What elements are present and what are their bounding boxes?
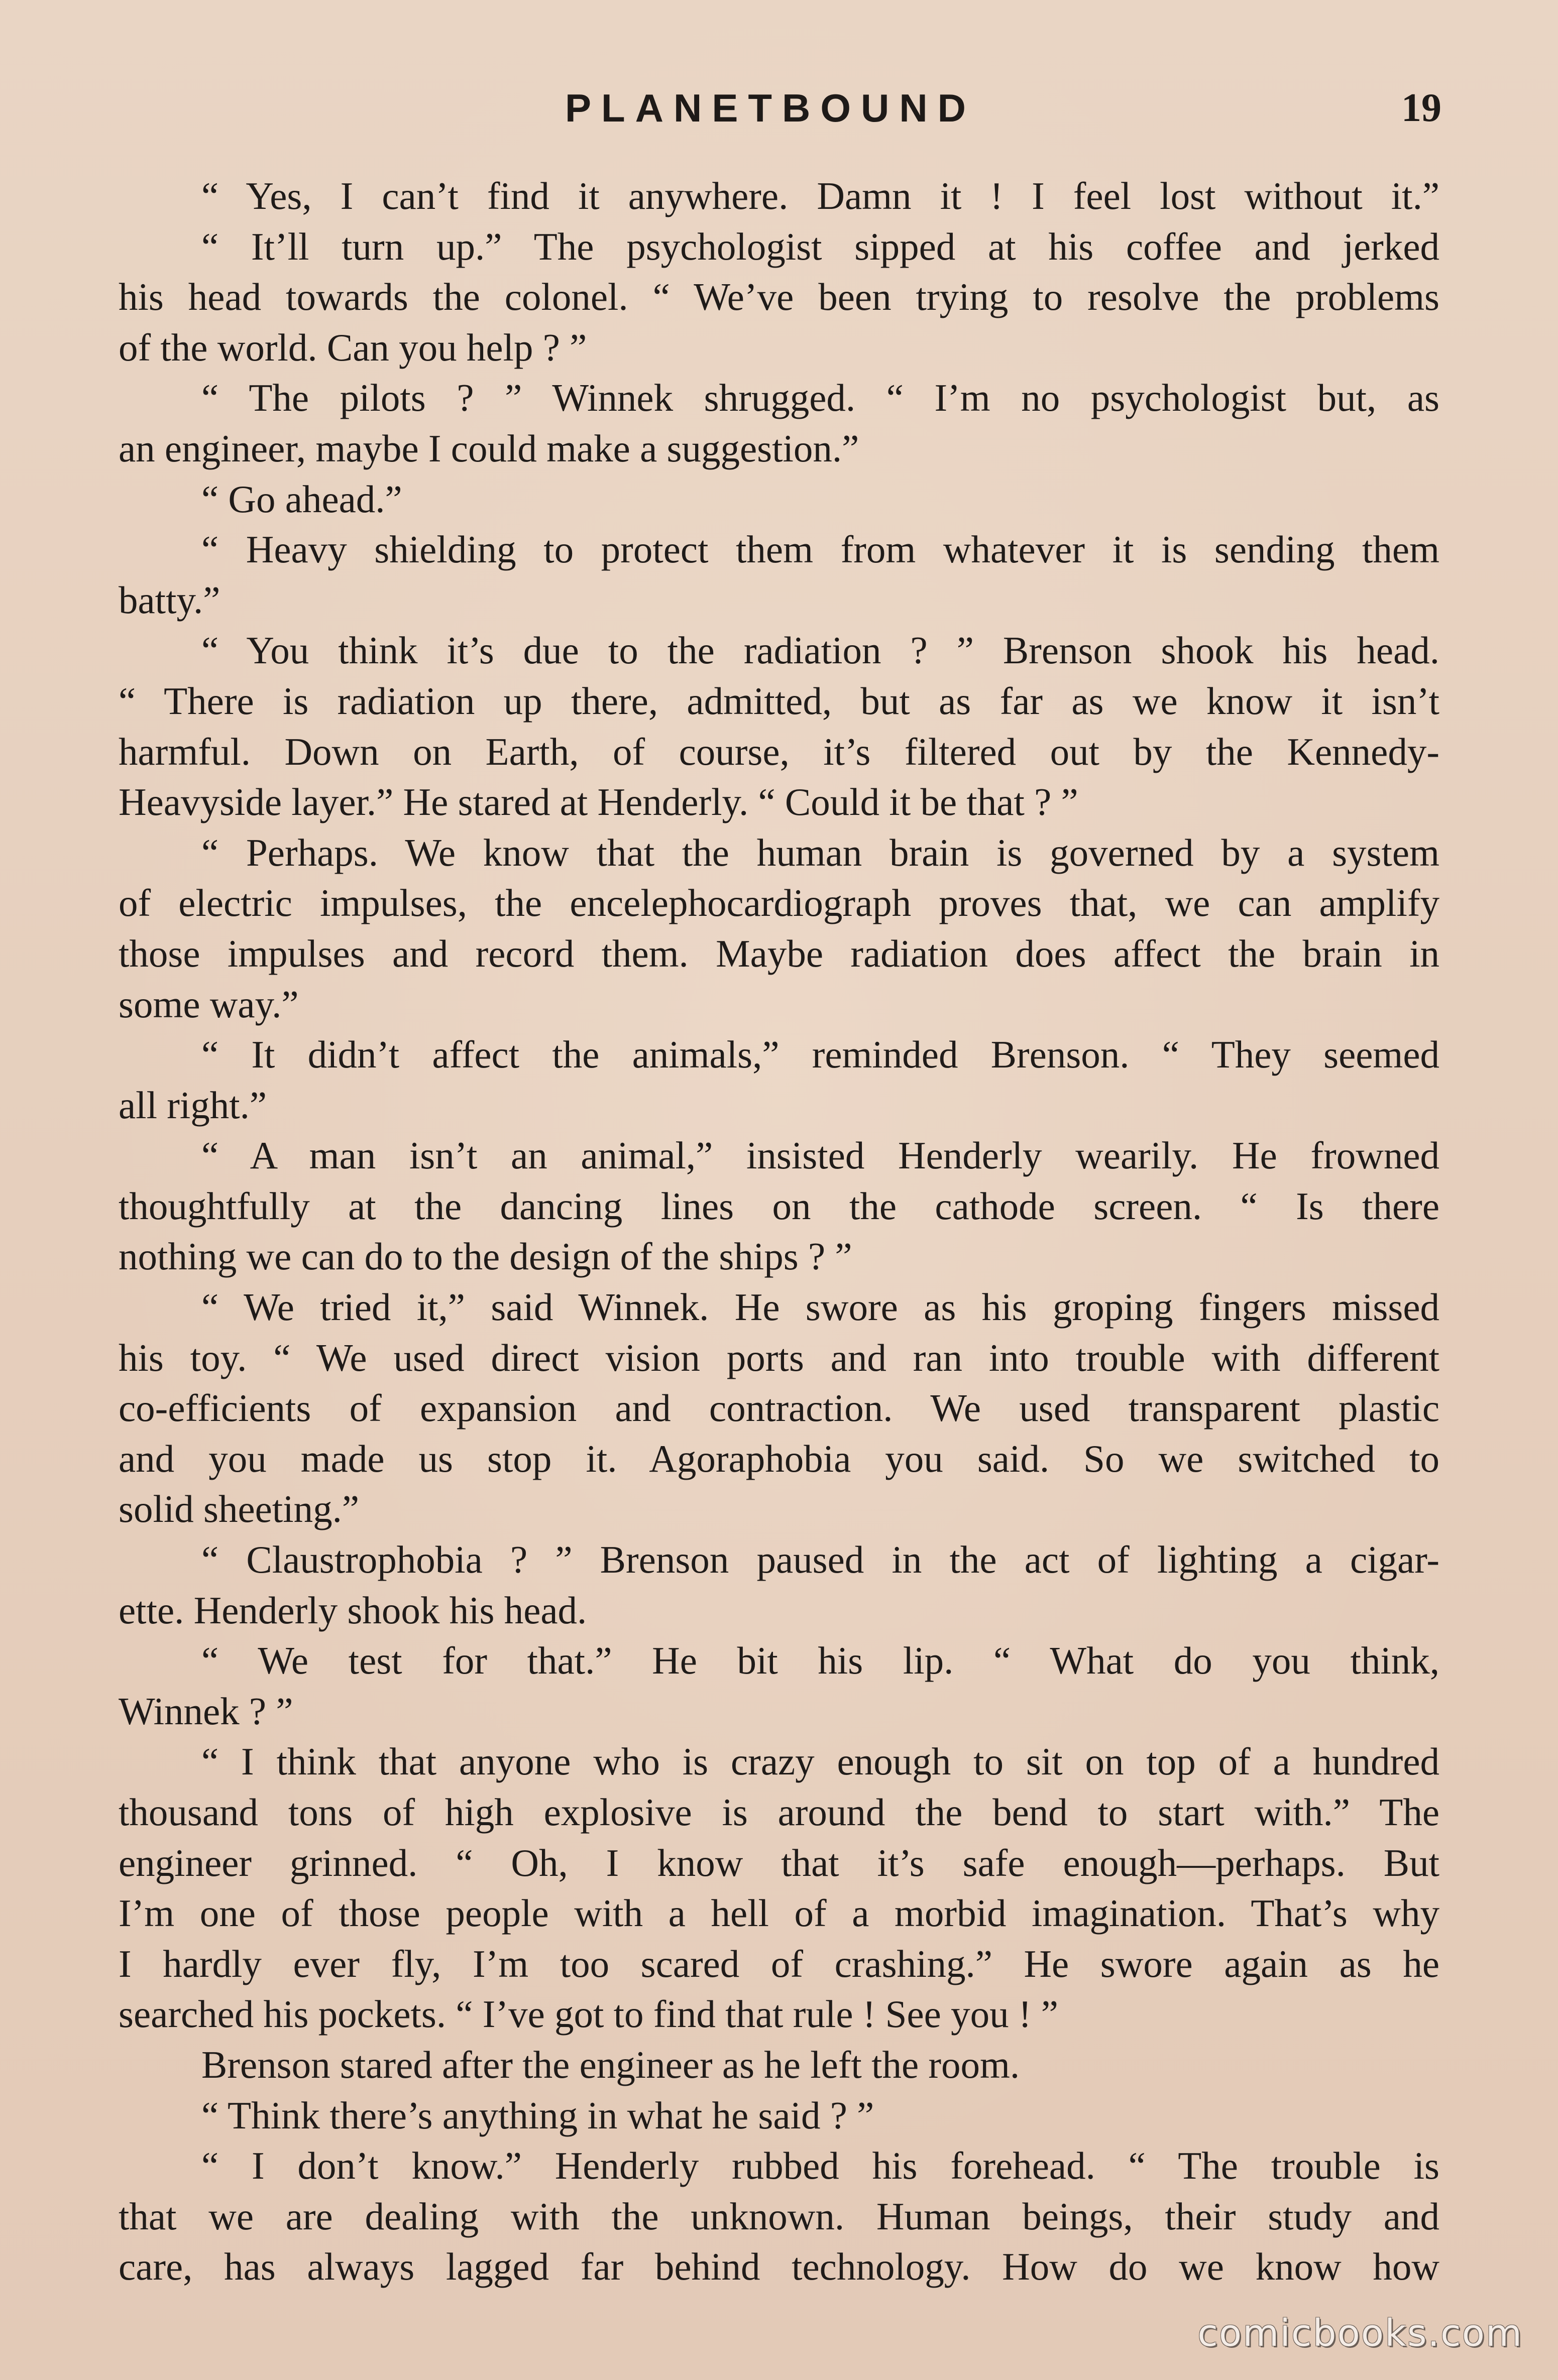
text-line: “ You think it’s due to the radiation ? ” Brenson shook his head. xyxy=(201,629,1439,672)
text-line: engineer grinned. “ Oh, I know that it’s safe enough—perhaps. But xyxy=(119,1841,1439,1884)
text-line: I hardly ever fly, I’m too scared of crashing.” He swore again as he xyxy=(119,1942,1439,1985)
text-line: “ It’ll turn up.” The psychologist sipped at his coffee and jerked xyxy=(201,224,1439,268)
text-line: “ We test for that.” He bit his lip. “ What do you think, xyxy=(201,1639,1439,1683)
text-line: of the world. Can you help ? ” xyxy=(119,325,587,369)
running-title: PLANETBOUND xyxy=(565,86,976,130)
text-line: I’m one of those people with a hell of a morbid imagination. That’s why xyxy=(119,1891,1439,1935)
text-line: batty.” xyxy=(119,578,220,622)
text-line: “ Claustrophobia ? ” Brenson paused in the act of lighting a cigar- xyxy=(201,1538,1439,1582)
watermark: comicbooks.com xyxy=(1197,2312,1523,2355)
text-line: searched his pockets. “ I’ve got to find that rule ! See you ! ” xyxy=(119,1992,1058,2036)
text-line: Heavyside layer.” He stared at Henderly. “ Could it be that ? ” xyxy=(119,780,1078,824)
page-header xyxy=(0,80,1558,136)
text-line: “ A man isn’t an animal,” insisted Henderly wearily. He frowned xyxy=(201,1134,1439,1177)
text-line: “ We tried it,” said Winnek. He swore as his groping fingers missed xyxy=(201,1285,1439,1329)
text-line: harmful. Down on Earth, of course, it’s filtered out by the Kennedy- xyxy=(119,730,1439,773)
text-line: some way.” xyxy=(119,982,299,1026)
text-line: “ The pilots ? ” Winnek shrugged. “ I’m no psychologist but, as xyxy=(201,376,1439,420)
text-line: those impulses and record them. Maybe radiation does affect the brain in xyxy=(119,931,1439,975)
text-line: solid sheeting.” xyxy=(119,1487,360,1531)
text-line: his head towards the colonel. “ We’ve been trying to resolve the problems xyxy=(119,275,1439,319)
text-line: that we are dealing with the unknown. Human beings, their study and xyxy=(119,2194,1439,2238)
text-line: thoughtfully at the dancing lines on the cathode screen. “ Is there xyxy=(119,1184,1439,1228)
text-line: “ Perhaps. We know that the human brain is governed by a system xyxy=(201,830,1439,874)
text-line: “ Think there’s anything in what he said ? ” xyxy=(201,2093,874,2137)
text-line: Winnek ? ” xyxy=(119,1689,293,1733)
text-line: of electric impulses, the encelephocardiograph proves that, we can amplify xyxy=(119,881,1439,925)
text-line: care, has always lagged far behind technology. How do we know how xyxy=(119,2245,1439,2289)
text-line: “ Go ahead.” xyxy=(201,477,402,521)
text-line: and you made us stop it. Agoraphobia you said. So we switched to xyxy=(119,1437,1439,1480)
text-line: Brenson stared after the engineer as he left the room. xyxy=(201,2043,1020,2086)
text-line: thousand tons of high explosive is around the bend to start with.” The xyxy=(119,1791,1439,1834)
text-line: “ Heavy shielding to protect them from whatever it is sending them xyxy=(201,528,1439,571)
text-line: all right.” xyxy=(119,1083,267,1127)
text-line: ette. Henderly shook his head. xyxy=(119,1588,587,1632)
text-line: “ It didn’t affect the animals,” reminded Brenson. “ They seemed xyxy=(201,1033,1439,1077)
text-line: co-efficients of expansion and contraction. We used transparent plastic xyxy=(119,1386,1439,1430)
text-line: an engineer, maybe I could make a suggestion.” xyxy=(119,426,859,470)
text-line: his toy. “ We used direct vision ports and ran into trouble with different xyxy=(119,1336,1439,1379)
text-line: “ Yes, I can’t find it anywhere. Damn it ! I feel lost without it.” xyxy=(201,174,1439,217)
body-text xyxy=(119,171,1439,2292)
page-number: 19 xyxy=(1401,86,1441,130)
text-line: “ I think that anyone who is crazy enough to sit on top of a hundred xyxy=(201,1740,1439,1783)
text-line: “ There is radiation up there, admitted, but as far as we know it isn’t xyxy=(119,679,1439,723)
text-line: nothing we can do to the design of the ships ? ” xyxy=(119,1235,852,1278)
text-line: “ I don’t know.” Henderly rubbed his forehead. “ The trouble is xyxy=(201,2144,1439,2188)
